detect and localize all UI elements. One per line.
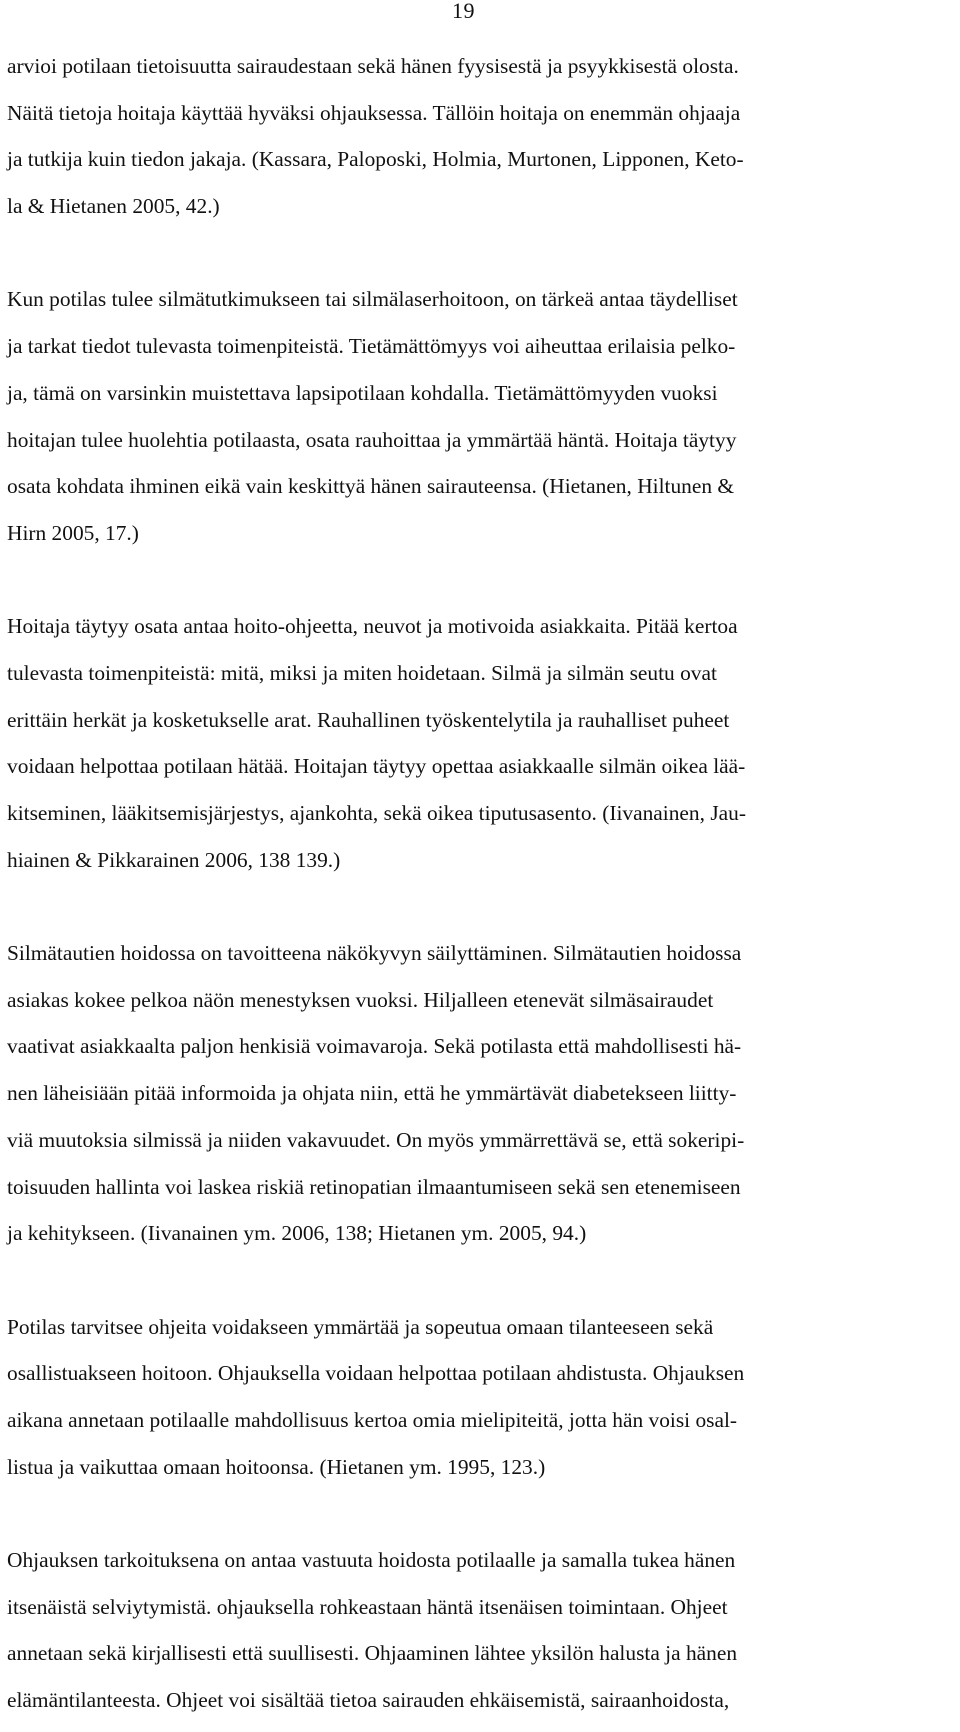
text-line: erittäin herkät ja kosketukselle arat. Rauhallinen työskentelytila ja rauhalliset puheet xyxy=(7,707,730,732)
text-line: asiakas kokee pelkoa näön menestyksen vuoksi. Hiljalleen etenevät silmäsairaudet xyxy=(7,987,714,1012)
text-line: Hoitaja täytyy osata antaa hoito-ohjeetta, neuvot ja motivoida asiakkaita. Pitää kertoa xyxy=(7,614,738,639)
text-line: Kun potilas tulee silmätutkimukseen tai silmälaserhoitoon, on tärkeä antaa täydelliset xyxy=(7,287,738,312)
paragraph xyxy=(0,1312,960,1499)
paragraph xyxy=(0,1545,960,1732)
text-line: Potilas tarvitsee ohjeita voidakseen ymmärtää ja sopeutua omaan tilanteeseen sekä xyxy=(7,1314,714,1339)
text-line: listua ja vaikuttaa omaan hoitoonsa. (Hietanen ym. 1995, 123.) xyxy=(7,1454,546,1479)
text-line: annetaan sekä kirjallisesti että suullisesti. Ohjaaminen lähtee yksilön halusta ja hänen xyxy=(7,1641,738,1666)
text-line: ja, tämä on varsinkin muistettava lapsipotilaan kohdalla. Tietämättömyyden vuoksi xyxy=(7,380,718,405)
paragraph-gap xyxy=(0,1265,960,1312)
paragraph-gap xyxy=(0,1498,960,1545)
paragraph xyxy=(0,51,960,238)
text-line: Ohjauksen tarkoituksena on antaa vastuuta hoidosta potilaalle ja samalla tukea hänen xyxy=(7,1548,736,1572)
text-line: ja tutkija kuin tiedon jakaja. (Kassara, Paloposki, Holmia, Murtonen, Lipponen, Keto- xyxy=(7,147,744,172)
text-line: Hirn 2005, 17.) xyxy=(7,520,139,545)
paragraph xyxy=(0,284,960,564)
text-line: ja kehitykseen. (Iivanainen ym. 2006, 138; Hietanen ym. 2005, 94.) xyxy=(7,1221,587,1246)
text-line: aikana annetaan potilaalle mahdollisuus kertoa omia mielipiteitä, jotta hän voisi osal- xyxy=(7,1407,738,1432)
text-line: tulevasta toimenpiteistä: mitä, miksi ja miten hoidetaan. Silmä ja silmän seutu ovat xyxy=(7,660,717,685)
text-line: ja tarkat tiedot tulevasta toimenpiteistä. Tietämättömyys voi aiheuttaa erilaisia pelko- xyxy=(7,334,736,359)
text-line: osata kohdata ihminen eikä vain keskittyä hänen sairauteensa. (Hietanen, Hiltunen & xyxy=(7,474,735,499)
text-line: kitseminen, lääkitsemisjärjestys, ajankohta, sekä oikea tiputusasento. (Iivanainen, Jau- xyxy=(7,801,746,825)
text-line: vaativat asiakkaalta paljon henkisiä voimavaroja. Sekä potilasta että mahdollisesti hä- xyxy=(7,1034,742,1059)
paragraph-gap xyxy=(0,238,960,285)
text-line: elämäntilanteesta. Ohjeet voi sisältää tietoa sairauden ehkäisemistä, sairaanhoidosta, xyxy=(7,1688,730,1713)
text-line: osallistuakseen hoitoon. Ohjauksella voidaan helpottaa potilaan ahdistusta. Ohjauksen xyxy=(7,1361,745,1386)
text-line: Näitä tietoja hoitaja käyttää hyväksi ohjauksessa. Tällöin hoitaja on enemmän ohjaaja xyxy=(7,100,741,125)
text-line: nen läheisiään pitää informoida ja ohjata niin, että he ymmärtävät diabetekseen liitty- xyxy=(7,1081,737,1106)
text-line: toisuuden hallinta voi laskea riskiä retinopatian ilmaantumiseen sekä sen etenemiseen xyxy=(7,1174,741,1199)
paragraph xyxy=(0,938,960,1265)
body-text xyxy=(0,51,960,1732)
page-number: 19 xyxy=(452,0,475,23)
paragraph-gap xyxy=(0,565,960,612)
text-line: la & Hietanen 2005, 42.) xyxy=(7,194,220,219)
text-line: arvioi potilaan tietoisuutta sairaudestaan sekä hänen fyysisestä ja psyykkisestä olosta. xyxy=(7,54,739,78)
paragraph xyxy=(0,611,960,891)
text-line: hiainen & Pikkarainen 2006, 138 139.) xyxy=(7,847,341,872)
text-line: viä muutoksia silmissä ja niiden vakavuudet. On myös ymmärrettävä se, että sokeripi- xyxy=(7,1127,745,1152)
text-line: voidaan helpottaa potilaan hätää. Hoitajan täytyy opettaa asiakkaalle silmän oikea lää- xyxy=(7,754,746,779)
paragraph-gap xyxy=(0,891,960,938)
text-line: itsenäistä selviytymistä. ohjauksella rohkeastaan häntä itsenäisen toimintaan. Ohjeet xyxy=(7,1594,728,1619)
text-line: Silmätautien hoidossa on tavoitteena näkökyvyn säilyttäminen. Silmätautien hoidossa xyxy=(7,941,742,966)
text-line: hoitajan tulee huolehtia potilaasta, osata rauhoittaa ja ymmärtää häntä. Hoitaja täytyy xyxy=(7,427,737,452)
